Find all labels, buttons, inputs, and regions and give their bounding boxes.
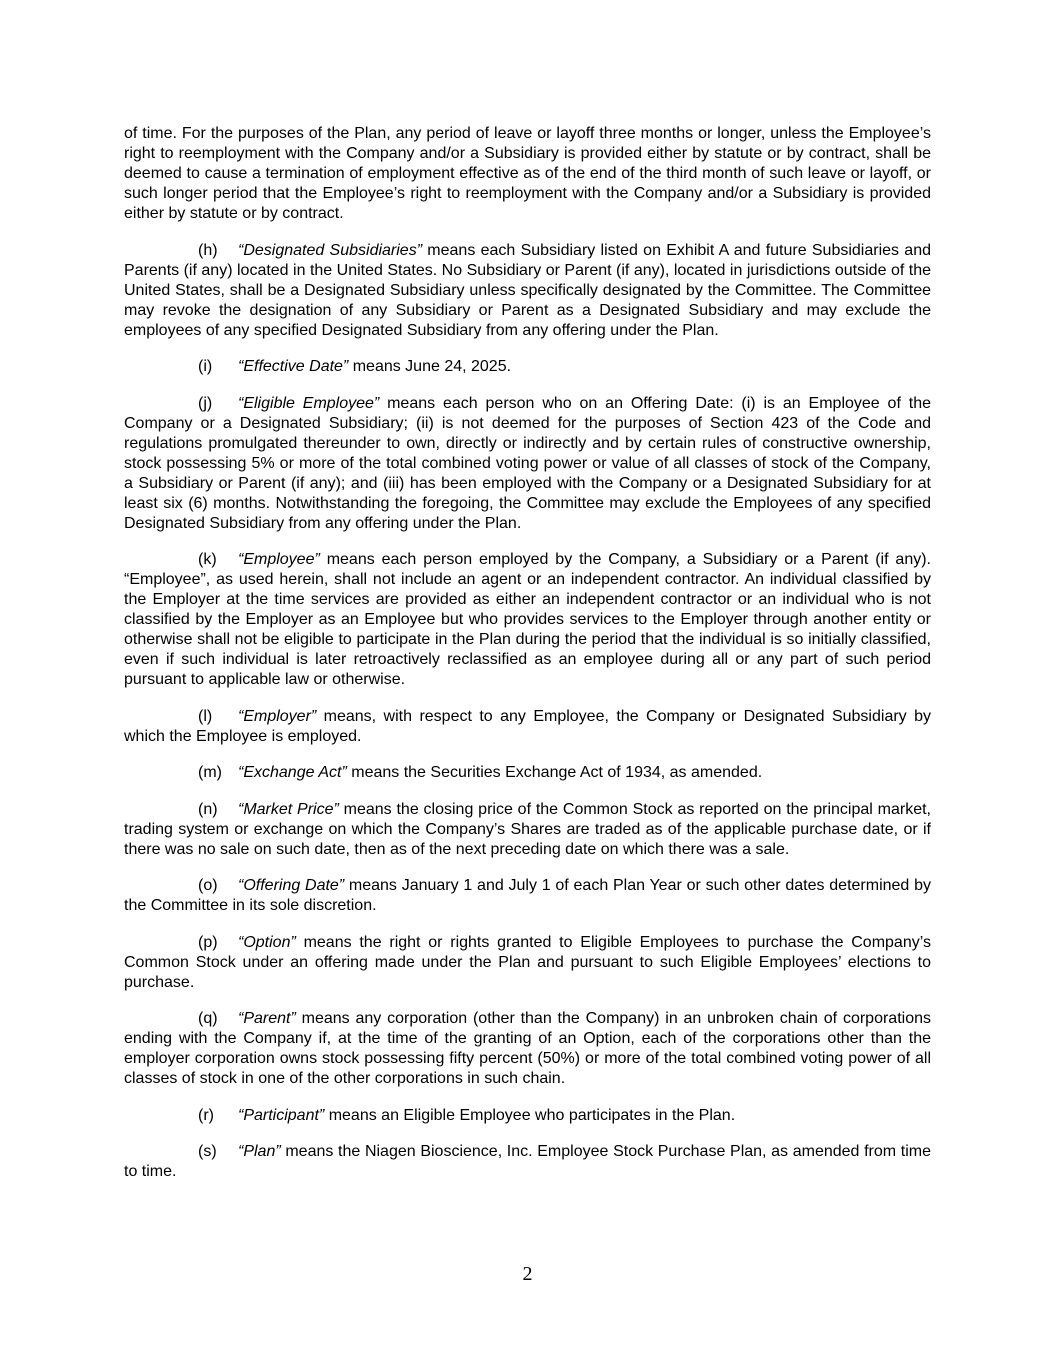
definition-paragraph bbox=[124, 763, 931, 783]
definition-term: “Employer” bbox=[238, 707, 317, 725]
definition-text: means any corporation (other than the Company) in an unbroken chain of corporations ending with the Company if, at the time of the granting of an Option, each of the corporations other than the employer corporation owns stock possessing fifty percent (50%) or more of the total combined voting power of all classes of stock in one of the other corporations in such chain. bbox=[124, 1010, 931, 1087]
definition-term: “Eligible Employee” bbox=[238, 394, 380, 412]
definition-text: means each person employed by the Company, a Subsidiary or a Parent (if any). “Employee”, as used herein, shall not include an agent or an independent contractor. An individual classified by the Employer at the time services are provided as either an independent contractor or an individual who is not classified by the Employer as an Employee but who provides services to the Employer through another entity or otherwise shall not be eligible to participate in the Plan during the period that the individual is so initially classified, even if such individual is later retroactively reclassified as an employee during all or any part of such period pursuant to applicable law or otherwise. bbox=[124, 551, 931, 688]
definition-text: means June 24, 2025. bbox=[348, 358, 512, 375]
definition-label: (r) bbox=[198, 1106, 214, 1124]
definition-label: (n) bbox=[198, 800, 218, 818]
definition-label: (p) bbox=[198, 933, 218, 951]
definition-text: means the closing price of the Common Stock as reported on the principal market, trading system or exchange on which the Company’s Shares are traded as of the applicable purchase date, or if there was no sale on such date, then as of the next preceding date on which there was a sale. bbox=[124, 800, 932, 858]
definition-text: means the Niagen Bioscience, Inc. Employee Stock Purchase Plan, as amended from time to time. bbox=[124, 1143, 931, 1180]
definition-label: (i) bbox=[198, 358, 213, 375]
definition-label: (o) bbox=[198, 877, 218, 894]
definition-text: means an Eligible Employee who participates in the Plan. bbox=[324, 1106, 736, 1124]
definition-paragraph bbox=[124, 800, 931, 860]
definition-label: (j) bbox=[198, 394, 213, 412]
definition-label: (k) bbox=[198, 551, 217, 568]
definition-paragraph bbox=[124, 550, 931, 690]
definition-term: “Participant” bbox=[238, 1106, 325, 1124]
definition-label: (l) bbox=[198, 707, 213, 725]
definition-text: means January 1 and July 1 of each Plan Year or such other dates determined by the Committee in its sole discretion. bbox=[124, 877, 931, 914]
definition-term: “Offering Date” bbox=[238, 877, 345, 894]
definition-text: means each person who on an Offering Date: (i) is an Employee of the Company or a Designated Subsidiary; (ii) is not deemed for the purposes of Section 423 of the Code and regulations promulgated thereunder to own, directly or indirectly and by certain rules of constructive ownership, stock possessing 5% or more of the total combined voting power or value of all classes of stock of the Company, a Subsidiary or Parent (if any); and (iii) has been employed with the Company or a Designated Subsidiary for at least six (6) months. Notwithstanding the foregoing, the Committee may exclude the Employees of any specified Designated Subsidiary from any offering under the Plan. bbox=[124, 394, 931, 532]
definition-term: “Parent” bbox=[238, 1010, 296, 1027]
definition-text: means the Securities Exchange Act of 1934, as amended. bbox=[346, 764, 763, 781]
definition-paragraph bbox=[124, 876, 931, 916]
definition-paragraph bbox=[124, 1009, 931, 1089]
definition-paragraph bbox=[124, 241, 931, 341]
definition-paragraph bbox=[124, 1106, 931, 1126]
definition-term: “Option” bbox=[238, 933, 296, 951]
definition-label: (q) bbox=[198, 1010, 218, 1027]
definition-paragraph bbox=[124, 707, 931, 747]
definition-term: “Effective Date” bbox=[238, 358, 349, 375]
definition-paragraph bbox=[124, 394, 931, 534]
definition-term: “Exchange Act” bbox=[238, 764, 347, 781]
definition-text: means, with respect to any Employee, the Company or Designated Subsidiary by which the Employee is employed. bbox=[124, 707, 931, 745]
definition-text: means each Subsidiary listed on Exhibit A and future Subsidiaries and Parents (if any) located in the United States. No Subsidiary or Parent (if any), located in jurisdictions outside of the United States, shall be a Designated Subsidiary unless specifically designated by the Committee. The Committee may revoke the designation of any Subsidiary or Parent as a Designated Subsidiary and may exclude the employees of any specified Designated Subsidiary from any offering under the Plan. bbox=[124, 241, 931, 339]
definition-label: (s) bbox=[198, 1143, 217, 1160]
definition-paragraph bbox=[124, 357, 931, 377]
definition-paragraph bbox=[124, 933, 931, 993]
definition-paragraph bbox=[124, 1142, 931, 1182]
definition-term: “Designated Subsidiaries” bbox=[238, 241, 423, 259]
document-page bbox=[124, 124, 931, 1199]
definition-label: (m) bbox=[198, 764, 222, 781]
definitions-list bbox=[124, 241, 931, 1183]
definition-term: “Employee” bbox=[238, 551, 320, 568]
definition-label: (h) bbox=[198, 241, 218, 259]
definition-text: means the right or rights granted to Eligible Employees to purchase the Company’s Common Stock under an offering made under the Plan and pursuant to such Eligible Employees’ elections to purchase. bbox=[124, 933, 931, 991]
definition-term: “Plan” bbox=[238, 1143, 281, 1160]
intro-paragraph: of time. For the purposes of the Plan, any period of leave or layoff three months or longer, unless the Employee’s right to reemployment with the Company and/or a Subsidiary is provided either by statute or by contract, shall be deemed to cause a termination of employment effective as of the end of the third month of such leave or layoff, or such longer period that the Employee’s right to reemployment with the Company and/or a Subsidiary is provided either by statute or by contract. bbox=[124, 125, 931, 222]
page-number: 2 bbox=[522, 1263, 533, 1285]
definition-term: “Market Price” bbox=[238, 800, 339, 818]
